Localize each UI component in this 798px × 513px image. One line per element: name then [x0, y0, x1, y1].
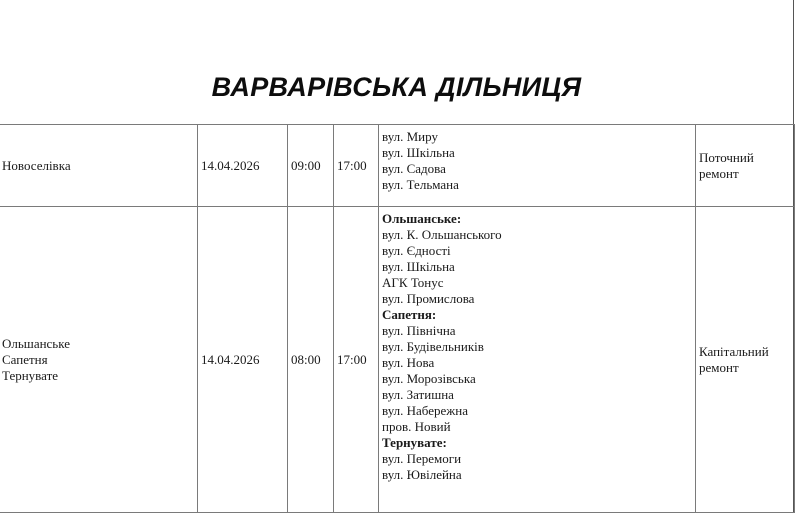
street-line: вул. Миру: [382, 129, 438, 144]
street-line: АГК Тонус: [382, 275, 444, 290]
street-line: вул. Шкільна: [382, 259, 455, 274]
time-from-cell: 09:00: [288, 125, 334, 207]
table-row: [0, 207, 795, 513]
street-line: вул. Нова: [382, 355, 435, 370]
outage-schedule-table: [0, 124, 795, 513]
date-cell: 14.04.2026: [198, 207, 288, 513]
street-line: вул. Єдності: [382, 243, 451, 258]
street-line: вул. Шкільна: [382, 145, 455, 160]
settlement-cell: Новоселівка: [0, 125, 198, 207]
street-line: вул. К. Ольшанського: [382, 227, 502, 242]
time-from-cell: 08:00: [288, 207, 334, 513]
page-title: ВАРВАРІВСЬКА ДІЛЬНИЦЯ: [211, 72, 582, 102]
street-line: вул. Північна: [382, 323, 456, 338]
street-line: вул. Тельмана: [382, 177, 459, 192]
street-line: вул. Набережна: [382, 403, 468, 418]
work-type-cell: Капітальний ремонт: [696, 207, 795, 513]
village-heading: Сапетня:: [382, 307, 437, 322]
village-heading: Ольшанське:: [382, 211, 462, 226]
table-row: [0, 125, 795, 207]
time-to-cell: 17:00: [334, 125, 379, 207]
street-line: пров. Новий: [382, 419, 451, 434]
street-line: вул. Будівельників: [382, 339, 484, 354]
street-line: вул. Ювілейна: [382, 467, 462, 482]
street-line: вул. Морозівська: [382, 371, 476, 386]
settlement-cell: Ольшанське Сапетня Тернувате: [0, 207, 198, 513]
time-to-cell: 17:00: [334, 207, 379, 513]
work-type-cell: Поточний ремонт: [696, 125, 795, 207]
street-line: вул. Садова: [382, 161, 446, 176]
village-heading: Тернувате:: [382, 435, 447, 450]
street-line: вул. Промислова: [382, 291, 475, 306]
street-line: вул. Затишна: [382, 387, 454, 402]
streets-cell: [379, 207, 696, 513]
street-line: вул. Перемоги: [382, 451, 462, 466]
date-cell: 14.04.2026: [198, 125, 288, 207]
streets-cell: [379, 125, 696, 207]
